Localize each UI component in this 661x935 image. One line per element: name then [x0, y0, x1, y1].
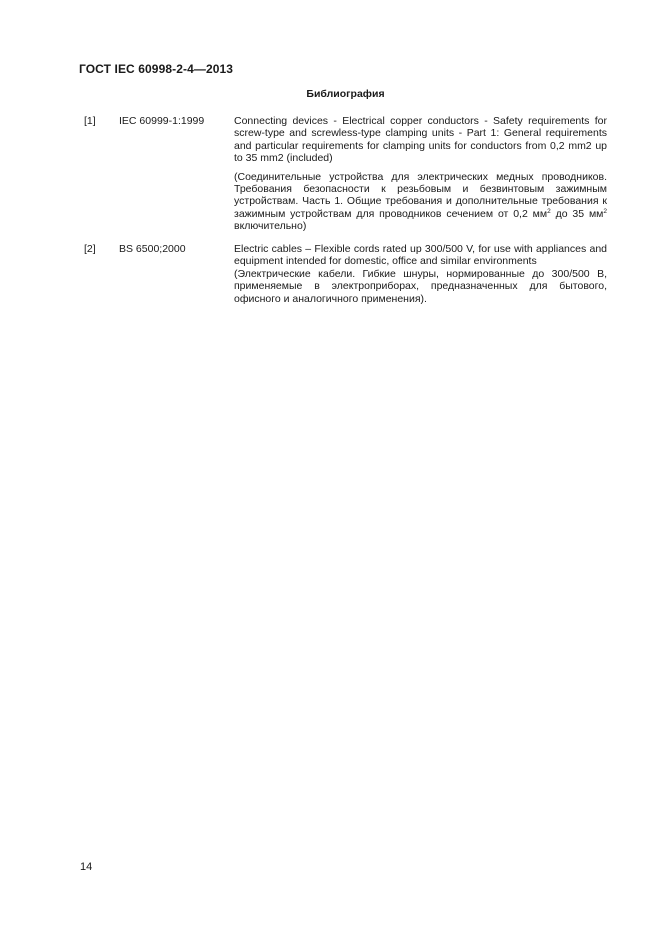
standard-designation: BS 6500;2000 — [119, 243, 186, 255]
english-title: Electric cables – Flexible cords rated up 300/500 V, for use with appliances and equipment intended for domestic, office and similar environments — [234, 243, 607, 268]
entry-description — [234, 115, 607, 233]
unit-text: мм — [588, 207, 604, 220]
unit-text: мм — [532, 207, 548, 220]
russian-title — [234, 171, 607, 233]
entry-number: [2] — [84, 243, 96, 255]
entry-number: [1] — [84, 115, 96, 127]
document-header: ГОСТ IEC 60998-2-4—2013 — [79, 62, 234, 76]
unit-exponent: 2 — [603, 207, 607, 215]
page-number: 14 — [80, 861, 93, 873]
standard-designation: IEC 60999-1:1999 — [119, 115, 205, 127]
russian-title: (Электрические кабели. Гибкие шнуры, нормированные до 300/500 В, применяемые в электроприборах, предназначенных для бытового, офисного и аналогичного применения). — [234, 267, 607, 305]
russian-title-main: (Соединительные устройства для электрических медных проводников. Требования безопасности к резьбовым и безвинтовым зажимным устройствам. Часть 1. Общие требования и дополнительные требования к зажимным устройствам для проводников сечением от 0,2 — [234, 170, 607, 220]
russian-title-middle: до 35 — [550, 207, 589, 220]
russian-title-end: включительно) — [234, 220, 307, 233]
english-title: Connecting devices - Electrical copper conductors - Safety requirements for screw-type and screwless-type clamping units - Part 1: General requirements and particular requirements for clamping units for conductors from 0,2 mm2 up to 35 mm2 (included) — [234, 115, 607, 165]
unit-exponent: 2 — [547, 207, 551, 215]
section-title: Библиография — [306, 88, 385, 100]
entry-description — [234, 243, 607, 305]
